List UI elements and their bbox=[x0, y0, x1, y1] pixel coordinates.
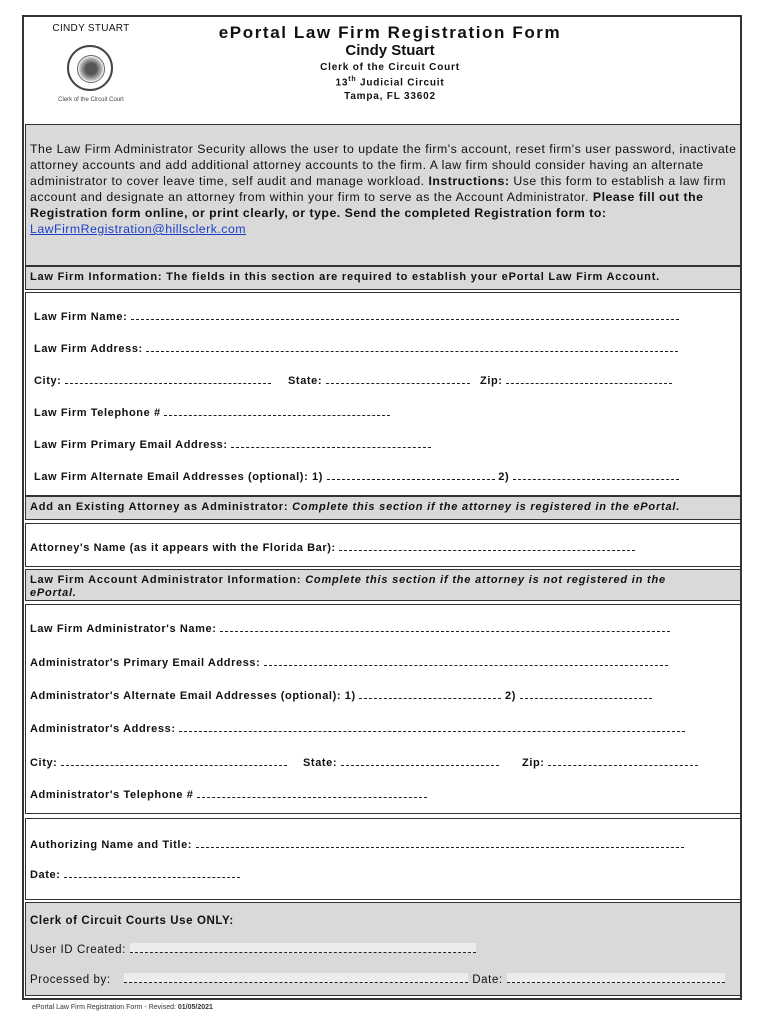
admin-alt-email-label: Administrator's Alternate Email Addresses (optional): 1) bbox=[30, 690, 356, 702]
firm-section-header: Law Firm Information: The fields in this section are required to establish your ePortal Law Firm Account. bbox=[30, 271, 661, 283]
firm-state-row bbox=[288, 374, 470, 387]
admin-city-label: City: bbox=[30, 757, 58, 769]
admin-name-field[interactable] bbox=[220, 622, 670, 632]
admin-primary-email-row bbox=[30, 656, 668, 669]
firm-city-row bbox=[34, 374, 271, 387]
footer-revision-date: 01/05/2021 bbox=[177, 1004, 213, 1011]
admin-city-row bbox=[30, 756, 287, 769]
firm-name-row bbox=[34, 310, 679, 323]
firm-telephone-field[interactable] bbox=[164, 406, 390, 416]
firm-alt-email-2-label: 2) bbox=[498, 471, 510, 483]
authorizing-date-field[interactable] bbox=[64, 868, 240, 878]
firm-alt-email-row bbox=[34, 470, 679, 483]
authorizing-name-row bbox=[30, 838, 684, 851]
admin-zip-label: Zip: bbox=[522, 757, 545, 769]
instructions-label: Instructions: bbox=[428, 174, 510, 188]
firm-zip-row bbox=[480, 374, 672, 387]
instructions-text: Use this form to establish a law firm account and designate an attorney from within your firm to serve as the Account Administrator. bbox=[30, 174, 726, 204]
firm-address-row bbox=[34, 342, 678, 355]
instructions-bold: Please fill out the Registration form online, or print clearly, or type. Send the completed Registration form to: bbox=[30, 190, 704, 220]
intro-text bbox=[30, 141, 740, 237]
clerk-name: Cindy Stuart bbox=[345, 42, 435, 59]
processed-by-row bbox=[30, 973, 725, 986]
admin-city-field[interactable] bbox=[61, 756, 287, 766]
clerk-office: Clerk of the Circuit Court bbox=[320, 62, 460, 73]
attorney-name-field[interactable] bbox=[339, 541, 635, 551]
firm-state-field[interactable] bbox=[326, 374, 470, 384]
admin-primary-email-field[interactable] bbox=[264, 656, 668, 666]
admin-state-row bbox=[303, 756, 499, 769]
processed-by-field[interactable] bbox=[124, 973, 468, 983]
firm-alt-email-label: Law Firm Alternate Email Addresses (optional): 1) bbox=[34, 471, 323, 483]
authorizing-name-label: Authorizing Name and Title: bbox=[30, 839, 193, 851]
firm-telephone-row bbox=[34, 406, 390, 419]
firm-telephone-label: Law Firm Telephone # bbox=[34, 407, 161, 419]
attorney-name-row bbox=[30, 541, 635, 554]
firm-alt-email-1-field[interactable] bbox=[327, 470, 495, 480]
firm-name-field[interactable] bbox=[131, 310, 679, 320]
form-footer bbox=[32, 1004, 213, 1011]
admin-zip-field[interactable] bbox=[548, 756, 698, 766]
attorney-name-label: Attorney's Name (as it appears with the Florida Bar): bbox=[30, 542, 336, 554]
admin-telephone-label: Administrator's Telephone # bbox=[30, 789, 194, 801]
admin-section-header: Law Firm Account Administrator Information: Complete this section if the attorney is not registered in the ePortal. bbox=[30, 574, 666, 599]
admin-zip-row bbox=[522, 756, 698, 769]
existing-section-header: Add an Existing Attorney as Administrator: Complete this section if the attorney is registered in the ePortal. bbox=[30, 501, 681, 513]
firm-address-label: Law Firm Address: bbox=[34, 343, 143, 355]
admin-state-field[interactable] bbox=[341, 756, 499, 766]
admin-alt-email-1-field[interactable] bbox=[359, 689, 501, 699]
logo-name: CINDY STUART bbox=[52, 23, 130, 34]
admin-alt-email-2-label: 2) bbox=[505, 690, 517, 702]
admin-address-label: Administrator's Address: bbox=[30, 723, 176, 735]
clerk-use-header: Clerk of Circuit Courts Use ONLY: bbox=[30, 915, 234, 927]
firm-primary-email-row bbox=[34, 438, 431, 451]
clerk-city: Tampa, FL 33602 bbox=[344, 91, 436, 102]
logo-subtext: Clerk of the Circuit Court bbox=[58, 97, 124, 103]
authorizing-name-field[interactable] bbox=[196, 838, 684, 848]
user-id-field[interactable] bbox=[130, 943, 476, 953]
admin-primary-email-label: Administrator's Primary Email Address: bbox=[30, 657, 261, 669]
admin-name-row bbox=[30, 622, 670, 635]
admin-address-field[interactable] bbox=[179, 722, 685, 732]
user-id-row bbox=[30, 943, 476, 956]
form-title: ePortal Law Firm Registration Form bbox=[218, 23, 562, 42]
footer-text: ePortal Law Firm Registration Form - Revised: bbox=[32, 1004, 176, 1011]
judicial-circuit: 13th Judicial Circuit bbox=[335, 76, 445, 89]
firm-address-field[interactable] bbox=[146, 342, 678, 352]
registration-email-link[interactable]: LawFirmRegistration@hillsclerk.com bbox=[30, 222, 247, 236]
firm-alt-email-2-field[interactable] bbox=[513, 470, 679, 480]
authorization-panel bbox=[25, 818, 741, 900]
admin-state-label: State: bbox=[303, 757, 338, 769]
firm-city-label: City: bbox=[34, 375, 62, 387]
firm-primary-email-label: Law Firm Primary Email Address: bbox=[34, 439, 228, 451]
firm-zip-label: Zip: bbox=[480, 375, 503, 387]
firm-state-label: State: bbox=[288, 375, 323, 387]
admin-address-row bbox=[30, 722, 685, 735]
admin-telephone-row bbox=[30, 788, 427, 801]
intro-paragraph: The Law Firm Administrator Security allows the user to update the firm's account, reset firm's user password, inactivate attorney accounts and add additional attorney accounts to the firm. A law firm should consider having an alternate administrator to cover leave time, self audit and manage workload. bbox=[30, 142, 737, 188]
firm-city-field[interactable] bbox=[65, 374, 271, 384]
clerk-logo bbox=[50, 21, 132, 117]
clerk-date-label: Date: bbox=[472, 974, 503, 986]
authorizing-date-label: Date: bbox=[30, 869, 61, 881]
admin-info-panel bbox=[25, 604, 741, 814]
county-seal-icon bbox=[67, 45, 113, 91]
admin-telephone-field[interactable] bbox=[197, 788, 427, 798]
firm-zip-field[interactable] bbox=[506, 374, 672, 384]
admin-name-label: Law Firm Administrator's Name: bbox=[30, 623, 217, 635]
firm-primary-email-field[interactable] bbox=[231, 438, 431, 448]
authorizing-date-row bbox=[30, 868, 240, 881]
processed-by-label: Processed by: bbox=[30, 974, 111, 986]
clerk-date-field[interactable] bbox=[507, 973, 725, 983]
user-id-label: User ID Created: bbox=[30, 944, 126, 956]
admin-alt-email-2-field[interactable] bbox=[520, 689, 652, 699]
firm-name-label: Law Firm Name: bbox=[34, 311, 128, 323]
admin-alt-email-row bbox=[30, 689, 652, 702]
